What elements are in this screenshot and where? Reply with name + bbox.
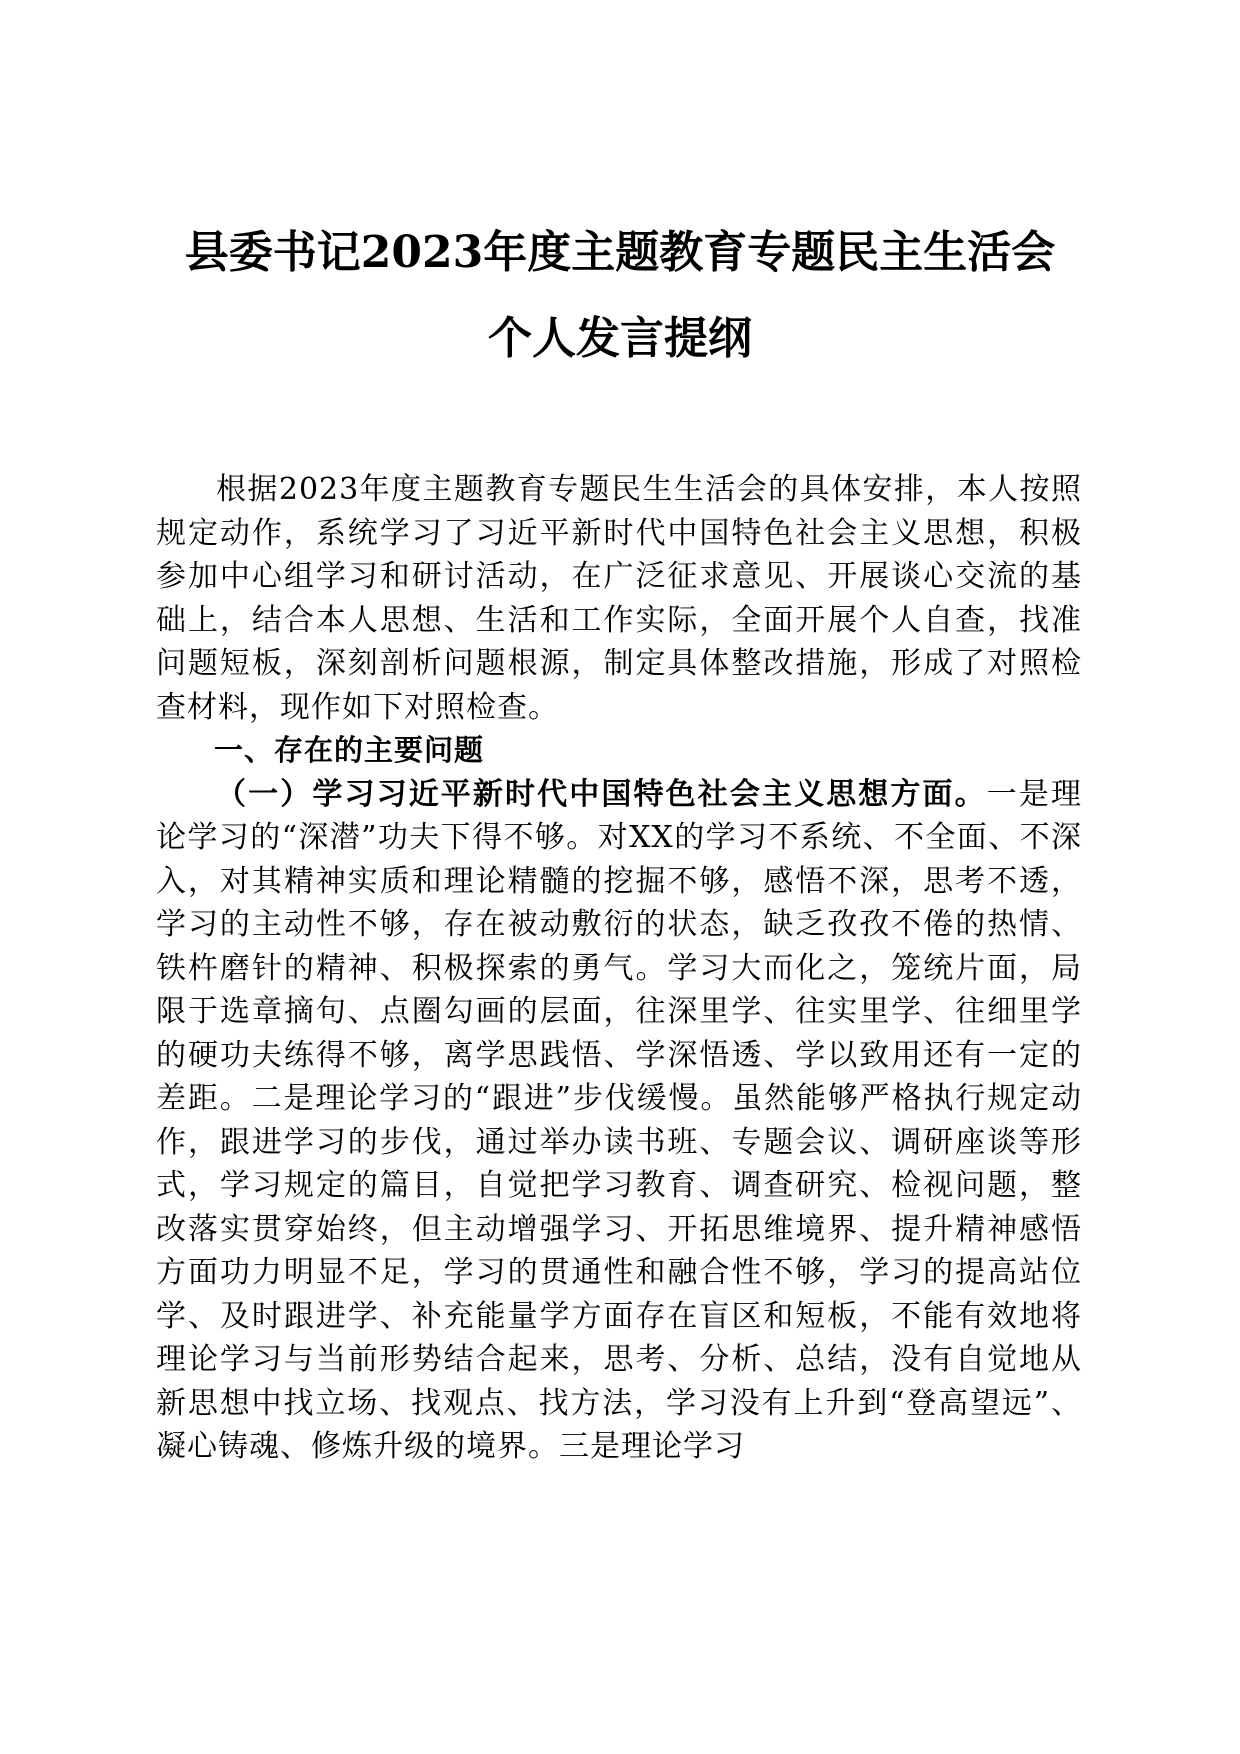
subsection-heading: （一）学习习近平新时代中国特色社会主义思想方面。: [216, 776, 987, 812]
title-line-1: 县委书记2023年度主题教育专题民主生活会: [184, 227, 1056, 278]
document-title: [150, 228, 1090, 364]
subsection-body: 一是理论学习的“深潜”功夫下得不够。对XX的学习不系统、不全面、不深入，对其精神实质和理论精髓的挖掘不够，感悟不深，思考不透，学习的主动性不够，存在被动敷衍的状态，缺乏孜孜不倦的热情、铁杵磨针的精神、积极探索的勇气。学习大而化之，笼统片面，局限于选章摘句、点圈勾画的层面，往深里学、往实里学、往细里学的硬功夫练得不够，离学思践悟、学深悟透、学以致用还有一定的差距。二是理论学习的“跟进”步伐缓慢。虽然能够严格执行规定动作，跟进学习的步伐，通过举办读书班、专题会议、调研座谈等形式，学习规定的篇目，自觉把学习教育、调查研究、检视问题，整改落实贯穿始终，但主动增强学习、开拓思维境界、提升精神感悟方面功力明显不足，学习的贯通性和融合性不够，学习的提高站位学、及时跟进学、补充能量学方面存在盲区和短板，不能有效地将理论学习与当前形势结合起来，思考、分析、总结，没有自觉地从新思想中找立场、找观点、找方法，学习没有上升到“登高望远”、凝心铸魂、修炼升级的境界。三是理论学习: [156, 776, 1083, 1464]
subsection-paragraph: [156, 773, 1082, 1469]
title-line-2: 个人发言提纲: [488, 313, 752, 364]
document-body: [156, 468, 1082, 1469]
intro-paragraph: 根据2023年度主题教育专题民生生活会的具体安排，本人按照规定动作，系统学习了习近平新时代中国特色社会主义思想，积极参加中心组学习和研讨活动，在广泛征求意见、开展谈心交流的基础上，结合本人思想、生活和工作实际，全面开展个人自查，找准问题短板，深刻剖析问题根源，制定具体整改措施，形成了对照检查材料，现作如下对照检查。: [156, 472, 1082, 725]
section-heading: 一、存在的主要问题: [214, 733, 485, 767]
